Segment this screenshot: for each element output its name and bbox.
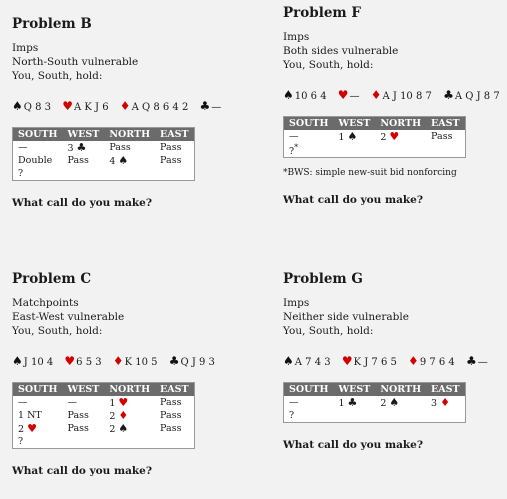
heart-icon: ♥: [341, 354, 353, 368]
club-icon: ♣: [199, 99, 211, 113]
auction-cell: —: [289, 131, 299, 142]
auction-header-cell: SOUTH: [13, 128, 63, 142]
auction-header-row: [284, 383, 466, 397]
spades-holding: Q 8 3: [23, 102, 52, 113]
auction-cell: [426, 143, 465, 158]
auction-cell: Pass: [67, 423, 89, 434]
auction-cell: 3 ♣: [67, 141, 87, 154]
problem-title: Problem B: [12, 16, 92, 32]
auction-cell: [375, 409, 426, 423]
auction-table: [12, 382, 195, 449]
diamond-icon: ♦: [370, 88, 382, 102]
auction-cell: —: [67, 397, 77, 408]
auction-header-row: [13, 383, 195, 397]
problem-g: [283, 270, 498, 451]
auction-cell: [333, 143, 375, 158]
scoring: Imps: [283, 31, 310, 43]
club-icon: ♣: [443, 88, 454, 102]
hearts-holding: K J 7 6 5: [353, 357, 397, 368]
auction-cell: Pass: [160, 423, 182, 434]
auction-header-cell: WEST: [62, 128, 104, 142]
diamonds-holding: A J 10 8 7: [382, 91, 432, 102]
auction-cell: —: [18, 397, 28, 408]
hold-label: You, South, hold:: [12, 325, 103, 337]
auction-row: [13, 141, 195, 154]
auction-cell: 1 ♥: [109, 396, 129, 409]
question: What call do you make?: [283, 439, 423, 451]
auction-header-row: [13, 128, 195, 142]
auction-row: [13, 154, 195, 167]
spade-icon: ♠: [283, 354, 294, 368]
club-icon: ♣: [168, 354, 180, 368]
heart-icon: ♥: [337, 88, 349, 102]
spade-icon: ♠: [12, 99, 23, 113]
auction-row: [13, 167, 195, 181]
auction-table: [283, 382, 466, 423]
auction-table: [12, 127, 195, 181]
spades-holding: J 10 4: [23, 357, 54, 368]
auction-cell: Pass: [160, 397, 182, 408]
spade-icon: ♠: [283, 88, 294, 102]
spades-holding: A 7 4 3: [294, 357, 331, 368]
question: What call do you make?: [12, 465, 152, 477]
auction-row: [13, 435, 195, 449]
auction-cell: [104, 435, 155, 449]
hold-label: You, South, hold:: [12, 70, 103, 82]
spades-holding: 10 6 4: [294, 91, 327, 102]
hearts-holding: 6 5 3: [76, 357, 102, 368]
vulnerability: Neither side vulnerable: [283, 311, 409, 323]
auction-cell: 4 ♠: [109, 154, 129, 167]
hearts-holding: A K J 6: [74, 102, 109, 113]
auction-header-row: [284, 117, 466, 131]
diamonds-holding: K 10 5: [124, 357, 158, 368]
auction-cell: 1 NT: [18, 410, 42, 421]
hold-label: You, South, hold:: [283, 59, 374, 71]
auction-cell: Pass: [109, 142, 131, 153]
auction-header-cell: SOUTH: [284, 117, 334, 131]
auction-cell: [155, 435, 194, 449]
auction-row: [284, 143, 466, 158]
auction-cell: 2 ♥: [380, 130, 400, 143]
auction-cell: [104, 167, 155, 181]
scoring: Imps: [12, 42, 39, 54]
auction-cell: [62, 167, 104, 181]
auction-row: [13, 422, 195, 435]
auction-row: [284, 130, 466, 143]
question: What call do you make?: [283, 194, 423, 207]
footnote: *BWS: simple new-suit bid nonforcing: [283, 168, 457, 179]
auction-cell: [426, 409, 465, 423]
auction-cell: [375, 143, 426, 158]
auction-cell: Double: [18, 155, 53, 166]
hand: [283, 354, 498, 370]
auction-cell: —: [289, 397, 299, 408]
problem-c: [12, 270, 227, 477]
clubs-holding: Q J 9 3: [180, 357, 215, 368]
auction-cell: —: [18, 142, 28, 153]
auction-header-cell: NORTH: [104, 128, 155, 142]
auction-header-cell: NORTH: [375, 117, 426, 131]
auction-header-cell: SOUTH: [13, 383, 63, 397]
clubs-holding: —: [477, 357, 488, 368]
auction-cell: [333, 409, 375, 423]
auction-cell: Pass: [160, 155, 182, 166]
auction-cell: ?: [289, 410, 295, 421]
auction-header-cell: EAST: [155, 383, 194, 397]
auction-cell: ?: [18, 168, 24, 179]
diamond-icon: ♦: [119, 99, 131, 113]
auction-cell: Pass: [160, 142, 182, 153]
auction-header-cell: EAST: [426, 117, 465, 131]
auction-cell: 2 ♠: [380, 396, 400, 409]
heart-icon: ♥: [62, 99, 73, 113]
auction-table: [283, 116, 466, 158]
auction-cell: Pass: [160, 410, 182, 421]
auction-row: [284, 409, 466, 423]
diamonds-holding: 9 7 6 4: [419, 357, 455, 368]
vulnerability: Both sides vulnerable: [283, 45, 399, 57]
problem-title: Problem C: [12, 271, 92, 287]
auction-cell: 3 ♦: [431, 396, 450, 409]
hand: [12, 354, 227, 370]
problem-title: Problem F: [283, 5, 361, 21]
vulnerability: East-West vulnerable: [12, 311, 125, 323]
problem-title: Problem G: [283, 271, 363, 287]
auction-cell: 2 ♦: [109, 409, 129, 422]
diamond-icon: ♦: [112, 354, 124, 368]
auction-header-cell: WEST: [333, 117, 375, 131]
heart-icon: ♥: [64, 354, 76, 368]
scoring: Matchpoints: [12, 297, 79, 309]
clubs-holding: A Q J 8 7: [454, 91, 500, 102]
auction-cell: Pass: [67, 410, 89, 421]
hand: [12, 99, 227, 115]
vulnerability: North-South vulnerable: [12, 56, 139, 68]
question: What call do you make?: [12, 197, 152, 209]
auction-header-cell: WEST: [333, 383, 375, 397]
auction-header-cell: WEST: [62, 383, 104, 397]
diamonds-holding: A Q 8 6 4 2: [131, 102, 189, 113]
auction-header-cell: NORTH: [104, 383, 155, 397]
auction-cell: ?*: [289, 143, 299, 158]
auction-header-cell: NORTH: [375, 383, 426, 397]
spade-icon: ♠: [12, 354, 23, 368]
auction-cell: 1 ♣: [338, 396, 358, 409]
auction-cell: Pass: [67, 155, 89, 166]
clubs-holding: —: [211, 102, 222, 113]
problem-b: [12, 15, 227, 209]
club-icon: ♣: [466, 354, 477, 368]
auction-cell: Pass: [431, 131, 453, 142]
hold-label: You, South, hold:: [283, 325, 374, 337]
auction-cell: 2 ♥: [18, 422, 37, 435]
hearts-holding: —: [349, 91, 360, 102]
auction-header-cell: EAST: [155, 128, 194, 142]
auction-cell: [155, 167, 194, 181]
scoring: Imps: [283, 297, 310, 309]
diamond-icon: ♦: [408, 354, 419, 368]
auction-cell: ?: [18, 436, 24, 447]
auction-header-cell: SOUTH: [284, 383, 334, 397]
auction-cell: [62, 435, 104, 449]
auction-header-cell: EAST: [426, 383, 465, 397]
auction-cell: 2 ♠: [109, 422, 129, 435]
auction-row: [13, 396, 195, 409]
hand: [283, 88, 498, 104]
problem-f: [283, 4, 498, 206]
auction-cell: 1 ♠: [338, 130, 358, 143]
auction-row: [13, 409, 195, 422]
auction-row: [284, 396, 466, 409]
